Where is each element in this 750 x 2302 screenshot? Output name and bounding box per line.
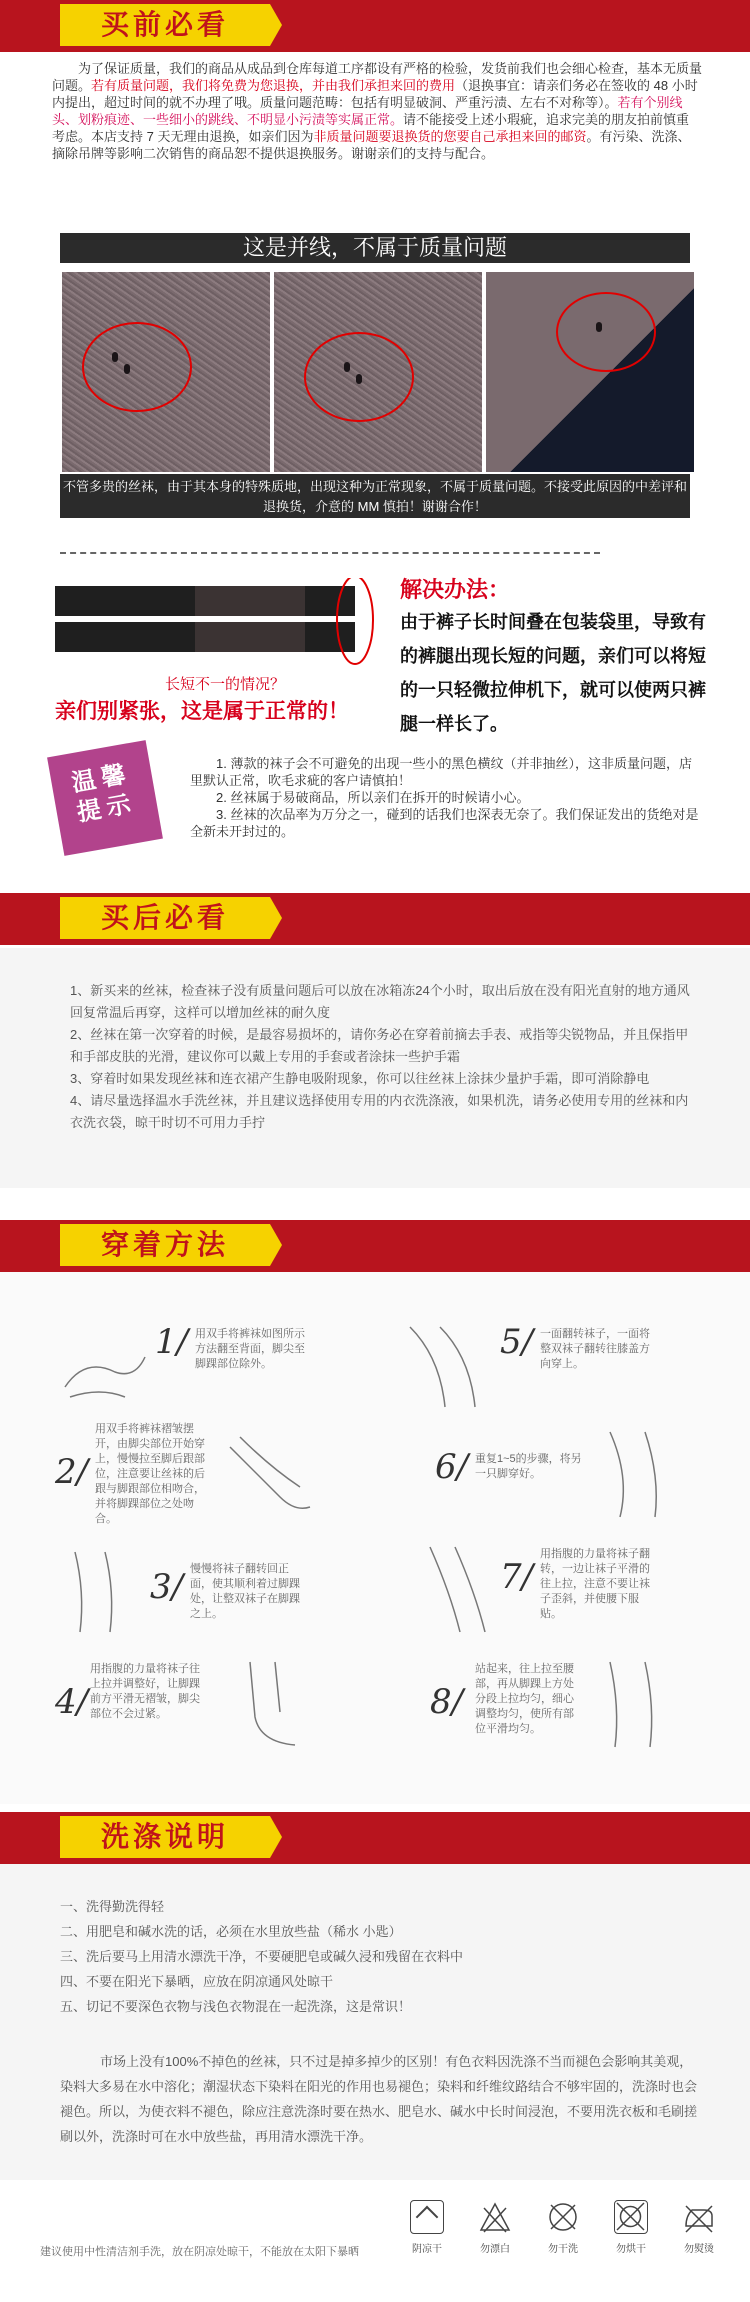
step-illustration [55,1542,150,1637]
snag-mark [344,362,350,372]
step-illustration [55,1317,150,1412]
care-label: 勿干洗 [548,2244,578,2255]
normal-note: 亲们别紧张，这是属于正常的！ [55,700,349,723]
after-purchase-item: 2、丝袜在第一次穿着的时候，是最容易损坏的，请你务必在穿着前摘去手表、戒指等尖锐物品，并且保指甲和手部皮肤的光滑，建议你可以戴上专用的手套或者涂抹一些护手霜 [70,1027,689,1064]
step-number: 8/ [430,1682,464,1722]
washing-item: 二、用肥皂和碱水洗的话，必须在水里放些盐（稀水 小匙） [60,1924,402,1939]
care-label: 勿熨烫 [684,2244,714,2255]
washing-item: 四、不要在阳光下暴晒，应放在阴凉通风处晾干 [60,1974,334,1989]
after-purchase-item: 3、穿着时如果发现丝袜和连衣裙产生静电吸附现象，你可以往丝袜上涂抹少量护手霜，即可消除静电 [70,1071,650,1086]
no-dryclean-icon [546,2200,580,2234]
step-text: 站起来，往上拉至腰部，再从脚踝上方处分段上拉均匀，细心调整均匀，使所有部位平滑均匀。 [475,1663,574,1735]
step-text: 用双手将裤袜褶皱摆开，由脚尖部位开始穿上，慢慢拉至脚后跟部位，注意要让丝袜的后跟与脚跟部位相吻合，并将脚踝部位之处吻合。 [95,1423,205,1525]
washing-title: 洗涤说明 [60,1816,270,1858]
no-tumble-dry-icon [614,2200,648,2234]
intro-text-3: 请不能接受上述小瑕疵，追求完美的朋友拍前慎重考虑。本店支持 7 天无理由退换，如亲们因为 [52,112,690,144]
solution-text: 由于裤子长时间叠在包装袋里，导致有的裤腿出现长短的问题，亲们可以将短的一只轻微拉伸机下，就可以使两只裤腿一样长了。 [400,612,706,734]
care-label: 勿漂白 [480,2244,510,2255]
tip-item: 1. 薄款的袜子会不可避免的出现一些小的黑色横纹（并非抽丝），这非质量问题，店里默认正常，吹毛求疵的客户请慎拍！ [190,756,692,788]
washing-item: 一、洗得勤洗得轻 [60,1899,165,1914]
step-illustration [400,1542,495,1637]
snag-mark [356,374,362,384]
care-strip [0,2180,750,2302]
step-text: 重复1~5的步骤，将另一只脚穿好。 [475,1453,582,1480]
tips-list [190,755,700,840]
tip-item: 3. 丝袜的次品率为万分之一，碰到的话我们也深表无奈了。我们保证发出的货绝对是全新未开封过的。 [190,807,699,839]
after-purchase-banner [0,893,750,945]
washing-list [60,1894,700,2019]
step-number: 4/ [55,1682,89,1722]
care-label: 勿烘干 [616,2244,646,2255]
step-text: 用双手将裤袜如图所示方法翻至背面，脚尖至脚踝部位除外。 [195,1328,305,1370]
step-text: 慢慢将袜子翻转回正面，使其顺利着过脚踝处，让整双袜子在脚踝之上。 [190,1563,300,1620]
step-number: 2/ [55,1452,89,1492]
tip-item: 2. 丝袜属于易破商品，所以亲们在拆开的时候请小心。 [216,790,530,805]
step-illustration [400,1317,495,1412]
washing-item: 五、切记不要深色衣物与浅色衣物混在一起洗涤，这是常识！ [60,1999,412,2014]
after-purchase-item: 4、请尽量选择温水手洗丝袜，并且建议选择使用专用的内衣洗涤液，如果机洗，请务必使用专用的丝袜和内衣洗衣袋，晾干时切不可用力手拧 [70,1093,689,1130]
intro-text-1: 为了保证质量，我们的商品从成品到仓库每道工序都设有严格的检验，发货前我们也会细心检查，基本无质量问题。 [52,61,703,93]
snag-mark [124,364,130,374]
intro-free-return: 若有质量问题，我们将免费为您退换，并由我们承担来回的费用 [91,78,456,93]
tip-card [47,740,163,856]
wear-steps-panel [0,1272,750,1804]
washing-item: 三、洗后要马上用清水漂洗干净，不要硬肥皂或碱久浸和残留在衣料中 [60,1949,464,1964]
pre-purchase-intro [52,60,702,162]
intro-text-2: （退换事宜：请亲们务必在签收的 48 小时内提出，超过时间的就不办理了哦。质量问题范畴：包括有明显破洞、严重污渍、左右不对称等）。 [52,78,698,110]
step-number: 7/ [500,1557,534,1597]
after-purchase-title: 买后必看 [60,897,270,939]
no-bleach-icon [478,2200,512,2234]
step-number: 1/ [155,1322,189,1362]
step-text: 用指腹的力量将袜子翻转，一边让袜子平滑的往上拉，注意不要让袜子歪斜，并使腰下服贴。 [540,1548,650,1620]
intro-text-4: 。有污染、洗涤、摘除吊牌等影响二次销售的商品恕不提供退换服务。谢谢亲们的支持与配合。 [52,129,691,161]
care-label: 阴凉干 [412,2244,442,2255]
stocking-photo-1 [62,272,270,472]
stocking-photo-2 [274,272,482,472]
step-text: 一面翻转袜子，一面将整双袜子翻转往膝盖方向穿上。 [540,1328,650,1370]
step-illustration [220,1427,315,1522]
section-divider [60,552,600,554]
step-illustration [585,1657,680,1752]
step-number: 5/ [500,1322,534,1362]
step-number: 3/ [150,1567,184,1607]
after-purchase-item: 1、新买来的丝袜，检查袜子没有质量问题后可以放在冰箱冻24个小时，取出后放在没有阳光直射的地方通风回复常温后再穿，这样可以增加丝袜的耐久度 [70,983,690,1020]
highlight-circle [82,322,192,412]
intro-postage-note: 非质量问题要退换货的您要自己承担来回的邮资 [313,129,587,144]
photo-caption: 不管多贵的丝袜，由于其本身的特殊质地，出现这种为正常现象，不属于质量问题。不接受此原因的中差评和退换货，介意的 MM 慎拍！谢谢合作！ [60,474,690,518]
step-illustration [590,1427,685,1522]
step-illustration [210,1657,305,1752]
washing-banner [0,1812,750,1864]
photo-title: 这是并线，不属于质量问题 [60,233,690,263]
shade-dry-icon [410,2200,444,2234]
snag-mark [112,352,118,362]
stocking-photo-3 [486,272,694,472]
no-iron-icon [682,2200,716,2234]
wear-banner [0,1220,750,1272]
intro-normal-flaws: 若有个别线头、划粉痕迹、一些细小的跳线、不明显小污渍等实属正常。 [52,95,683,127]
step-number: 6/ [435,1447,469,1487]
solution-title: 解决办法： [400,577,511,602]
washing-note: 市场上没有100%不掉色的丝袜，只不过是掉多掉少的区别！有色衣料因洗涤不当而褪色会影响其美观，染料大多易在水中溶化；潮湿状态下染料在阳光的作用也易褪色；染料和纤维纹路结合不够牢固的，洗涤时也会褪色。所以，为使衣料不褪色，除应注意洗涤时要在热水、肥皂水、碱水中长时间浸泡，不要用洗衣板和毛刷搓刷以外，洗涤时可在水中放些盐，再用清水漂洗干净。 [60,2054,698,2144]
length-note: 长短不一的情况？ [165,676,286,693]
care-text: 建议使用中性清洁剂手洗，放在阴凉处晾干，不能放在太阳下暴晒 [40,2246,359,2258]
highlight-circle [556,292,656,372]
pre-purchase-banner [0,0,750,52]
step-text: 用指腹的力量将袜子往上拉并调整好，让脚踝前方平滑无褶皱，脚尖部位不会过紧。 [90,1663,200,1720]
pre-purchase-title: 买前必看 [60,4,270,46]
wear-title: 穿着方法 [60,1224,270,1266]
tip-label: 温馨提示 [69,760,139,827]
after-purchase-list [70,980,690,1134]
after-purchase-panel [0,948,750,1188]
snag-mark [596,322,602,332]
leggings-image [55,578,395,668]
